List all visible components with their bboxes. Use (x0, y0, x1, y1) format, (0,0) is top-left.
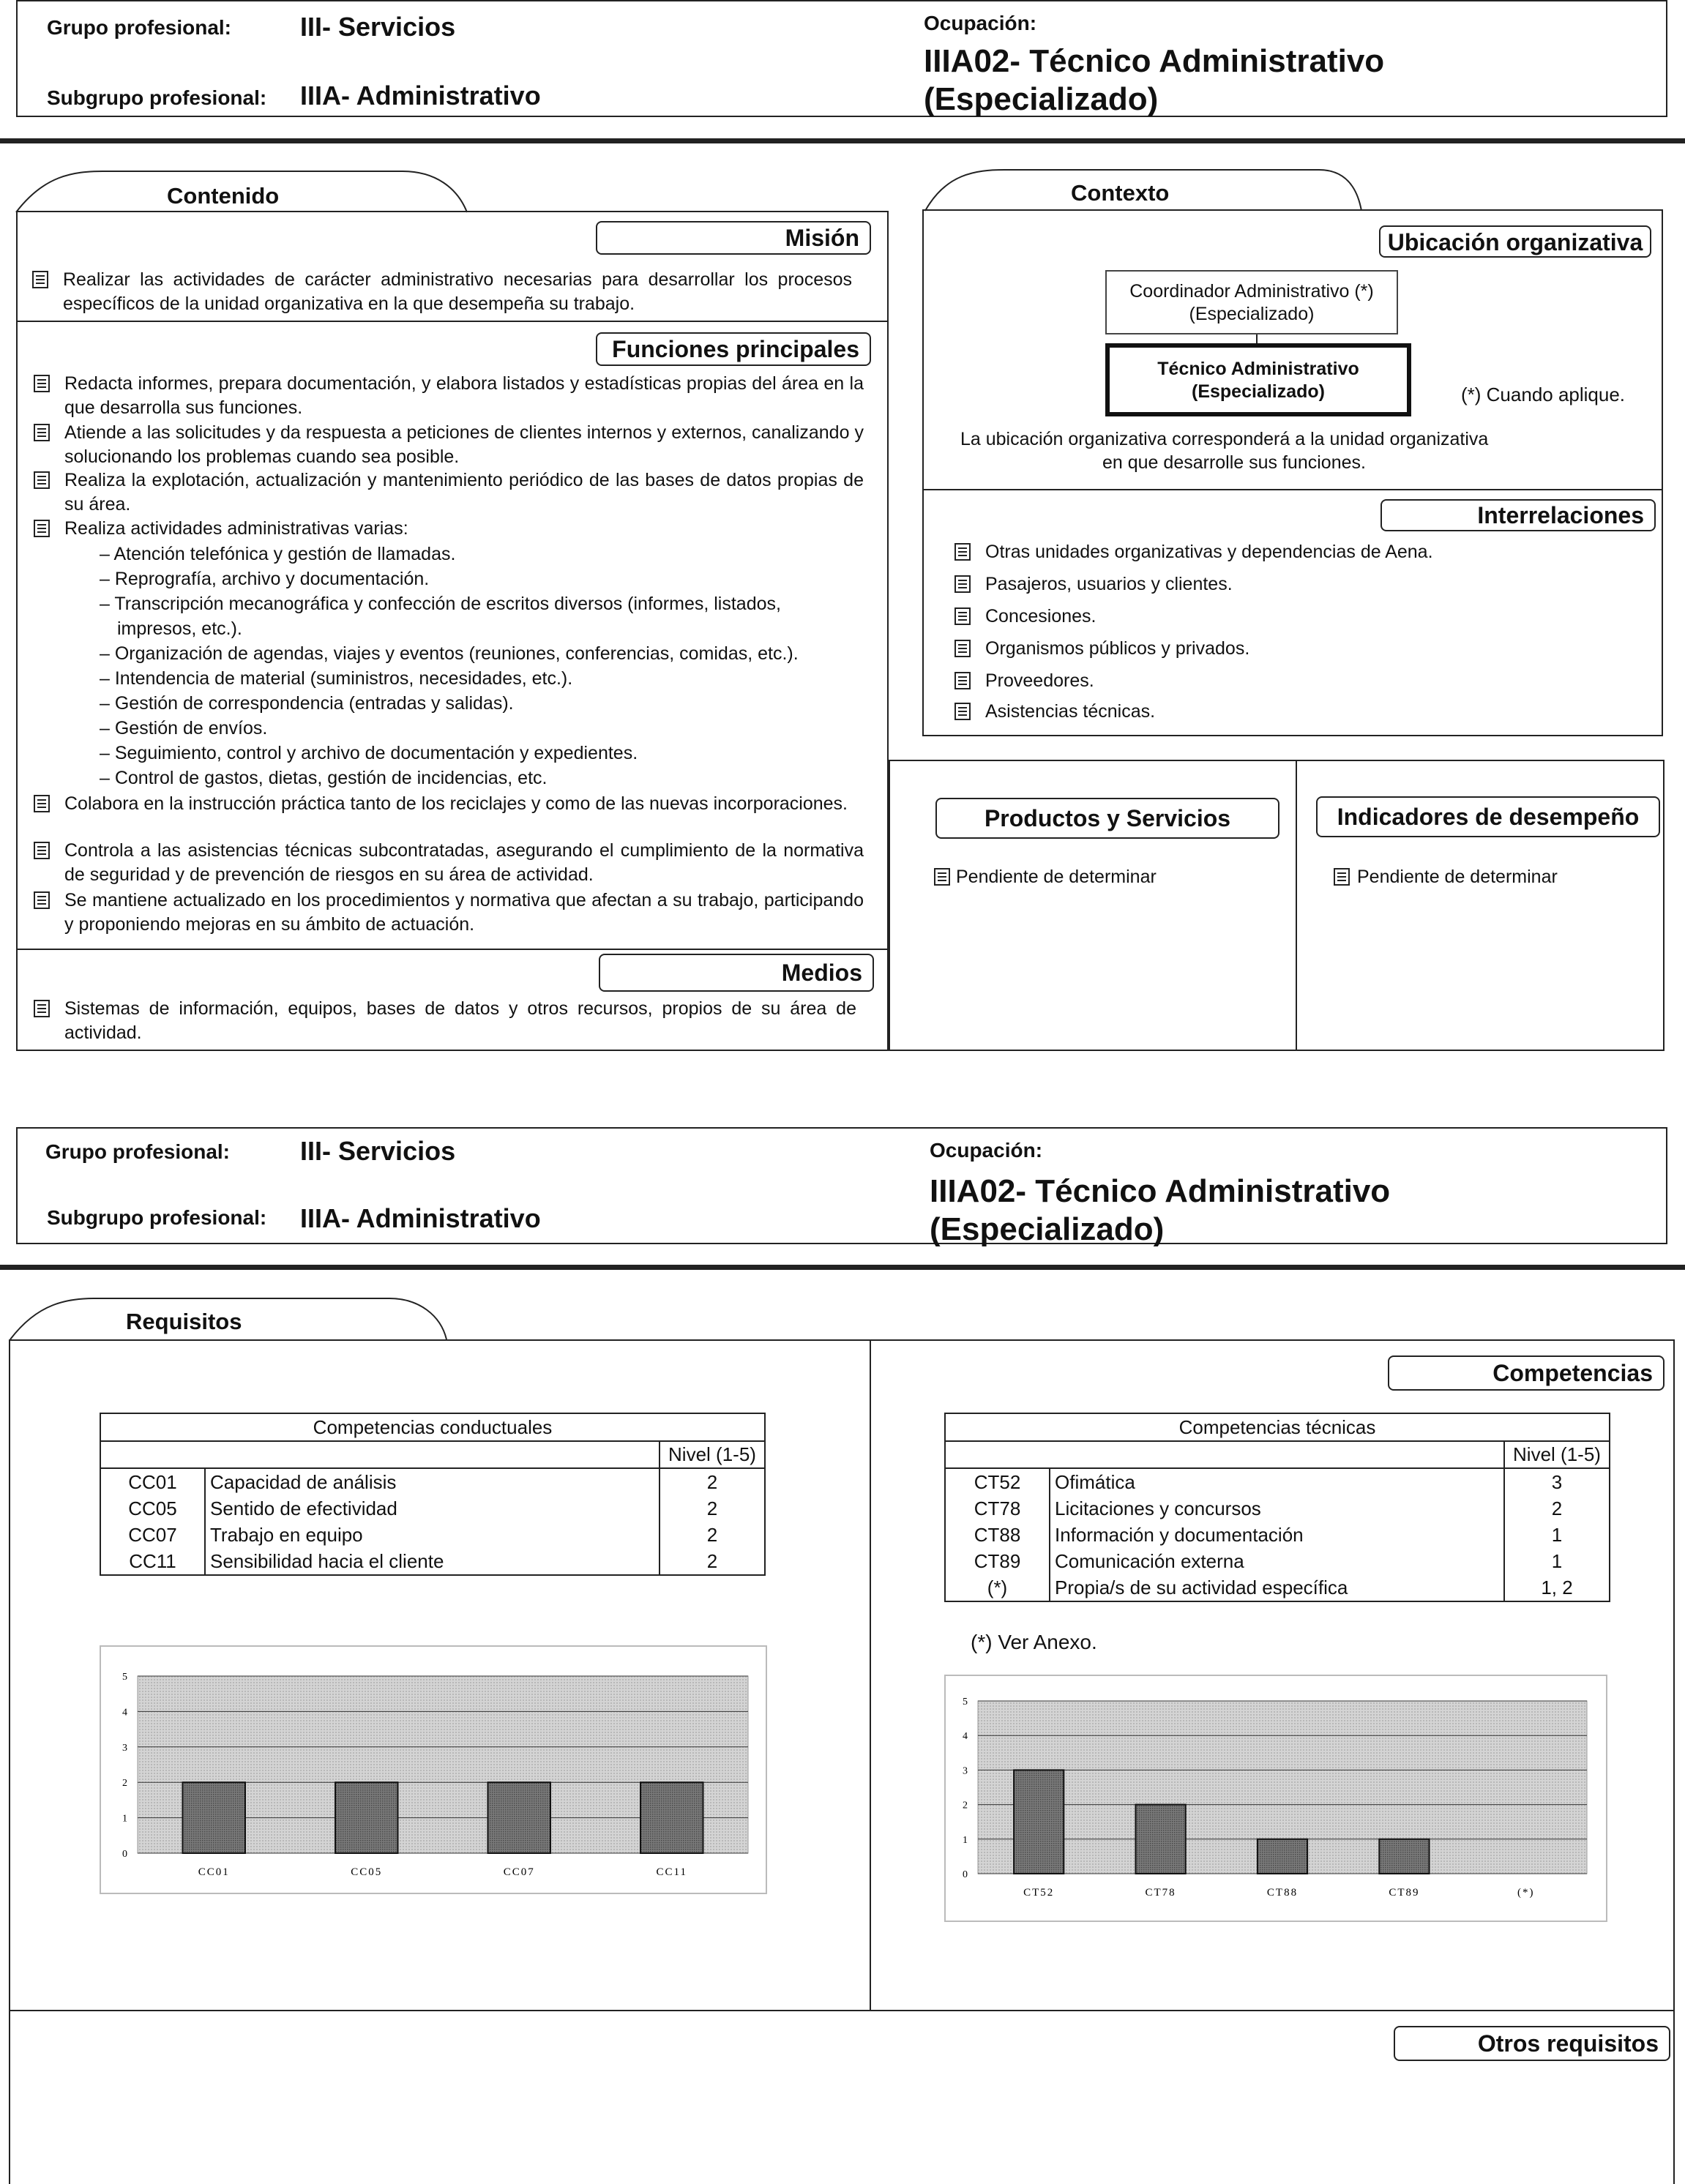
cc-chart (101, 1647, 766, 1893)
header-rule-2 (0, 1265, 1685, 1270)
interrelacion-item (954, 540, 1613, 565)
medios-divider (16, 949, 889, 950)
actividad-item: – Atención telefónica y gestión de llamadas. (100, 544, 456, 564)
funcion-text: Realiza actividades administrativas varias: (64, 518, 408, 539)
table-row (945, 1574, 1610, 1601)
document-icon (1334, 868, 1350, 886)
ocupacion-label: Ocupación: (924, 12, 1037, 34)
table-row (100, 1468, 765, 1495)
document-icon (34, 375, 50, 392)
mision-item (32, 268, 852, 319)
ct-ytick-label: 0 (963, 1869, 968, 1880)
org-box-tecnico (1105, 343, 1411, 416)
cc-name: Sensibilidad hacia el cliente (205, 1548, 660, 1575)
ocupacion-line2: (Especializado) (924, 81, 1159, 117)
ct-table (944, 1413, 1610, 1602)
table-row (945, 1522, 1610, 1548)
funcion-text: Colabora en la instrucción práctica tanto de los reciclajes y como de las nuevas incorporaciones. (64, 793, 848, 814)
subgrupo-label: Subgrupo profesional: (47, 1206, 267, 1229)
cc-xtick-label: CC07 (503, 1866, 535, 1878)
cc-xtick-label: CC11 (656, 1866, 687, 1878)
table-row (945, 1495, 1610, 1522)
cc-name: Trabajo en equipo (205, 1522, 660, 1548)
org-box-coordinador (1105, 270, 1398, 334)
table-row (945, 1548, 1610, 1574)
interrelacion-text: Pasajeros, usuarios y clientes. (985, 574, 1233, 594)
document-icon (954, 703, 971, 720)
ct-ytick-label: 3 (963, 1765, 968, 1777)
ct-plot (963, 1697, 1587, 1899)
ct-name: Comunicación externa (1050, 1548, 1504, 1574)
ct-xtick-label: CT78 (1145, 1887, 1176, 1899)
ct-name: Licitaciones y concursos (1050, 1495, 1504, 1522)
mision-label: Misión (596, 221, 871, 255)
interrelacion-item (954, 637, 1613, 662)
ct-chart-frame (944, 1675, 1607, 1922)
ct-xtick-label: CT88 (1266, 1887, 1299, 1899)
cc-level: 2 (660, 1522, 765, 1548)
actividad-item: – Seguimiento, control y archivo de documentación y expedientes. (100, 743, 638, 763)
ct-level: 1 (1504, 1548, 1610, 1574)
otros-requisitos-label: Otros requisitos (1394, 2026, 1670, 2061)
cc-code: CC07 (100, 1522, 205, 1548)
table-row (100, 1522, 765, 1548)
cc-code: CC01 (100, 1468, 205, 1495)
cc-level: 2 (660, 1468, 765, 1495)
interrelacion-item (954, 700, 1613, 725)
org-connector (1256, 334, 1258, 343)
cc-plot (122, 1672, 748, 1878)
interrelacion-text: Organismos públicos y privados. (985, 638, 1250, 659)
interrelacion-text: Concesiones. (985, 606, 1096, 627)
cc-ytick-label: 2 (122, 1778, 127, 1790)
funciones-label: Funciones principales (596, 332, 871, 366)
funcion-item (34, 792, 864, 842)
ct-xtick-label: CT89 (1389, 1887, 1420, 1899)
document-icon (954, 640, 971, 657)
competencias-label: Competencias (1388, 1355, 1665, 1391)
medios-item (34, 997, 856, 1047)
subgrupo-value: IIIA- Administrativo (300, 1203, 541, 1233)
funcion-item (34, 372, 864, 422)
cc-ytick-label: 5 (122, 1672, 127, 1683)
cc-name: Sentido de efectividad (205, 1495, 660, 1522)
interrelacion-text: Otras unidades organizativas y dependencias de Aena. (985, 542, 1433, 562)
funcion-item (34, 889, 864, 938)
ct-bar (1258, 1839, 1307, 1874)
document-icon (34, 471, 50, 489)
cc-code: CC05 (100, 1495, 205, 1522)
ocupacion-line1: IIIA02- Técnico Administrativo (930, 1173, 1391, 1209)
document-icon (34, 795, 50, 812)
org-top-line2: (Especializado) (1189, 304, 1315, 324)
indicadores-text: Pendiente de determinar (1357, 867, 1558, 887)
ct-ytick-label: 5 (963, 1697, 968, 1708)
actividad-item: – Gestión de correspondencia (entradas y salidas). (100, 693, 514, 714)
ct-chart (946, 1676, 1606, 1921)
medios-text: Sistemas de información, equipos, bases de datos y otros recursos, propios de su área de actividad. (64, 998, 856, 1043)
document-icon (954, 575, 971, 593)
ct-bar (1014, 1770, 1064, 1874)
interrelaciones-divider (922, 489, 1663, 490)
contexto-title: Contexto (1071, 180, 1170, 206)
funcion-item (34, 468, 864, 518)
funcion-item (34, 839, 864, 889)
cc-level: 2 (660, 1548, 765, 1575)
ct-name: Información y documentación (1050, 1522, 1504, 1548)
ct-code: CT88 (945, 1522, 1050, 1548)
ct-level: 3 (1504, 1468, 1610, 1495)
document-icon (34, 424, 50, 441)
cc-ytick-label: 3 (122, 1742, 127, 1754)
subgrupo-value: IIIA- Administrativo (300, 81, 541, 111)
funcion-text: Atiende a las solicitudes y da respuesta a peticiones de clientes internos y externos, canalizando y solucionando los problemas cuando sea posible. (64, 422, 864, 467)
actividad-item: – Organización de agendas, viajes y eventos (reuniones, conferencias, comidas, etc.). (100, 643, 799, 664)
otros-divider (9, 2010, 1675, 2011)
funcion-text: Redacta informes, prepara documentación, y elabora listados y estadísticas propias del área en la que desarrolla sus funciones. (64, 373, 864, 418)
cc-table-title: Competencias conductuales (100, 1413, 765, 1441)
ubicacion-label: Ubicación organizativa (1379, 225, 1651, 258)
actividad-item: – Gestión de envíos. (100, 718, 268, 738)
org-top-line1: Coordinador Administrativo (*) (1129, 281, 1374, 302)
ct-level: 2 (1504, 1495, 1610, 1522)
ct-ytick-label: 1 (963, 1834, 968, 1846)
funcion-text: Realiza la explotación, actualización y mantenimiento periódico de las bases de datos propias de su área. (64, 470, 864, 515)
interrelacion-item (954, 572, 1613, 597)
requisitos-vdivider (870, 1339, 871, 2011)
grupo-label: Grupo profesional: (45, 1140, 230, 1163)
cc-table (100, 1413, 766, 1576)
actividad-item: – Intendencia de material (suministros, necesidades, etc.). (100, 668, 573, 689)
org-main-line1: Técnico Administrativo (1157, 359, 1359, 379)
org-note: (*) Cuando aplique. (1461, 384, 1626, 405)
ct-nivel-label: Nivel (1-5) (1504, 1441, 1610, 1468)
document-icon (934, 868, 950, 886)
ct-bar (1379, 1839, 1429, 1874)
indicadores-label: Indicadores de desempeño (1316, 796, 1660, 837)
contenido-title: Contenido (167, 183, 280, 209)
cc-bar (640, 1782, 703, 1853)
requisitos-title: Requisitos (126, 1309, 242, 1334)
org-text-line2: en que desarrolle sus funciones. (1102, 452, 1366, 473)
productos-item (934, 865, 1285, 890)
ct-code: CT78 (945, 1495, 1050, 1522)
cc-level: 2 (660, 1495, 765, 1522)
document-icon (34, 891, 50, 909)
indicadores-item (1334, 865, 1656, 890)
ct-bar (1135, 1805, 1185, 1874)
cc-chart-frame (100, 1645, 767, 1894)
cc-bar (335, 1782, 397, 1853)
interrelacion-item (954, 605, 1613, 629)
cc-ytick-label: 0 (122, 1849, 127, 1860)
table-row (100, 1495, 765, 1522)
ct-xtick-label: CT52 (1023, 1887, 1055, 1899)
interrelaciones-label: Interrelaciones (1380, 499, 1656, 531)
interrelacion-text: Proveedores. (985, 670, 1094, 691)
actividad-item: – Control de gastos, dietas, gestión de incidencias, etc. (100, 768, 548, 788)
ocupacion-label: Ocupación: (930, 1139, 1043, 1162)
actividad-item: – Transcripción mecanográfica y confección de escritos diversos (informes, listados, (100, 594, 781, 614)
cc-bar (183, 1782, 245, 1853)
cc-code: CC11 (100, 1548, 205, 1575)
actividad-item: – Reprografía, archivo y documentación. (100, 569, 430, 589)
interrelacion-item (954, 669, 1613, 694)
ct-name: Propia/s de su actividad específica (1050, 1574, 1504, 1601)
ver-anexo: (*) Ver Anexo. (971, 1631, 1097, 1653)
productos-label: Productos y Servicios (935, 798, 1279, 839)
document-icon (954, 543, 971, 561)
mision-text: Realizar las actividades de carácter administrativo necesarias para desarrollar los procesos específicos de la unidad organizativa en la que desempeña su trabajo. (63, 269, 852, 314)
ct-code: (*) (945, 1574, 1050, 1601)
cc-xtick-label: CC01 (198, 1866, 230, 1878)
cc-name: Capacidad de análisis (205, 1468, 660, 1495)
funcion-item (34, 517, 864, 542)
header-rule-1 (0, 138, 1685, 143)
document-icon (954, 607, 971, 625)
document-icon (34, 1000, 50, 1017)
cc-ytick-label: 4 (122, 1707, 127, 1719)
actividad-item: impresos, etc.). (117, 618, 242, 639)
ct-level: 1, 2 (1504, 1574, 1610, 1601)
funcion-text: Se mantiene actualizado en los procedimientos y normativa que afectan a su trabajo, participando y proponiendo mejoras en su ámbito de actuación. (64, 890, 864, 935)
document-icon (954, 672, 971, 689)
ct-xtick-label: (*) (1517, 1887, 1535, 1899)
document-icon (34, 520, 50, 537)
ct-ytick-label: 2 (963, 1800, 968, 1811)
ct-name: Ofimática (1050, 1468, 1504, 1495)
ocupacion-line2: (Especializado) (930, 1211, 1165, 1247)
cc-bar (488, 1782, 550, 1853)
org-text-line1: La ubicación organizativa corresponderá a la unidad organizativa (960, 429, 1489, 449)
ocupacion-line1: IIIA02- Técnico Administrativo (924, 43, 1385, 79)
funcion-item (34, 421, 864, 471)
document-icon (34, 842, 50, 859)
subgrupo-label: Subgrupo profesional: (47, 86, 267, 109)
interrelacion-text: Asistencias técnicas. (985, 701, 1156, 722)
grupo-value: III- Servicios (300, 1136, 456, 1166)
document-icon (32, 271, 48, 288)
ct-level: 1 (1504, 1522, 1610, 1548)
ct-code: CT89 (945, 1548, 1050, 1574)
org-main-line2: (Especializado) (1192, 381, 1325, 402)
ct-ytick-label: 4 (963, 1731, 968, 1743)
productos-text: Pendiente de determinar (956, 867, 1157, 887)
mision-divider (16, 321, 889, 322)
cc-ytick-label: 1 (122, 1813, 127, 1825)
ct-table-title: Competencias técnicas (945, 1413, 1610, 1441)
cc-xtick-label: CC05 (351, 1866, 383, 1878)
table-row (100, 1548, 765, 1575)
table-row (945, 1468, 1610, 1495)
cc-nivel-label: Nivel (1-5) (660, 1441, 765, 1468)
funcion-text: Controla a las asistencias técnicas subcontratadas, asegurando el cumplimiento de la normativa de seguridad y de prevención de riesgos en su área de actividad. (64, 840, 864, 885)
medios-label: Medios (599, 954, 874, 992)
grupo-label: Grupo profesional: (47, 16, 231, 39)
grupo-value: III- Servicios (300, 12, 456, 42)
ct-code: CT52 (945, 1468, 1050, 1495)
